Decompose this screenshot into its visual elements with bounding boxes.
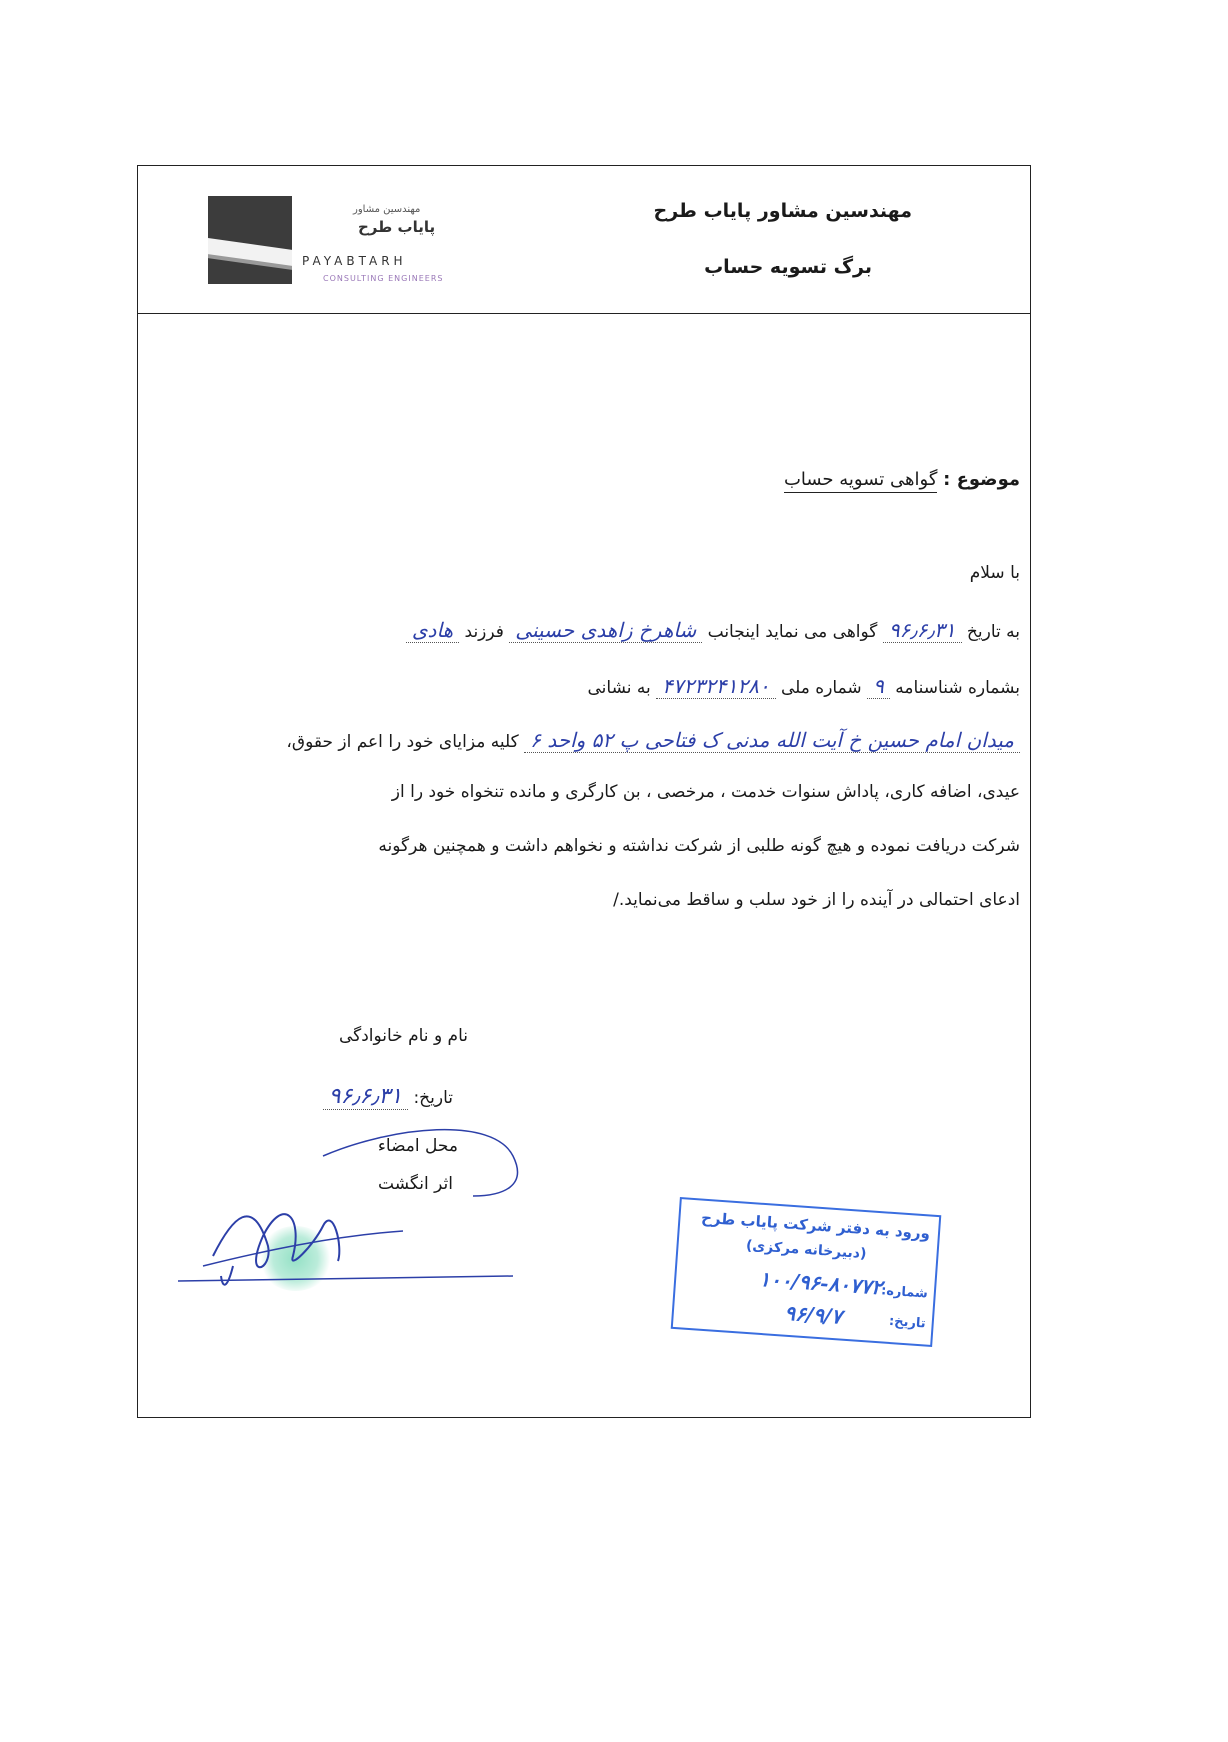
stamp-number-value: ۱۰۰/۹۶-۸۰۷۷۲ — [758, 1266, 883, 1300]
filled-id-number: ۹ — [867, 674, 890, 699]
line2-prefix: بشماره شناسنامه — [895, 678, 1020, 698]
document-header — [138, 166, 1030, 314]
letter-line-3 — [180, 728, 1020, 752]
name-label: نام و نام خانوادگی — [338, 1026, 468, 1046]
date-label: تاریخ: — [413, 1088, 453, 1108]
subject-value: گواهی تسویه حساب — [784, 469, 937, 493]
company-name: مهندسین مشاور پایاب طرح — [653, 200, 912, 222]
greeting: با سلام — [969, 563, 1020, 583]
line1-child-of: فرزند — [464, 622, 504, 642]
line2-mid: شماره ملی — [780, 678, 862, 698]
subject-label: موضوع : — [943, 469, 1020, 490]
sign-place-label: محل امضاء — [377, 1136, 458, 1156]
logo-fa-small: مهندسین مشاور — [353, 204, 421, 215]
office-entry-stamp — [671, 1197, 942, 1347]
fingerprint-label: اثر انگشت — [378, 1174, 453, 1194]
logo-fa-name: پایاب طرح — [358, 218, 436, 236]
stamp-title: ورود به دفتر شرکت پایاب طرح — [700, 1208, 931, 1243]
signature-date-row — [323, 1084, 453, 1109]
stamp-date-label: تاریخ: — [888, 1313, 927, 1332]
logo-mark-icon — [208, 196, 292, 284]
filled-father-name: هادی — [406, 618, 459, 643]
line1-prefix: به تاریخ — [966, 622, 1020, 642]
subject-line — [784, 469, 1020, 490]
letter-line-1 — [180, 618, 1020, 642]
stamp-subtitle: (دبیرخانه مرکزی) — [745, 1237, 867, 1263]
letter-line-2 — [180, 674, 1020, 698]
filled-date: ۹۶٫۶٫۳۱ — [883, 618, 962, 643]
company-logo — [208, 196, 478, 296]
stamp-date-value: ۹۶/۹/۷ — [783, 1300, 843, 1329]
logo-en-sub: CONSULTING ENGINEERS — [323, 274, 444, 283]
letter-line-4: عیدی، اضافه کاری، پاداش سنوات خدمت ، مرخصی ، بن کارگری و مانده تنخواه خود را از — [391, 782, 1020, 802]
line3-suffix: کلیه مزایای خود را اعم از حقوق، — [286, 732, 519, 752]
filled-national-id: ۴۷۲۳۲۴۱۲۸۰ — [656, 674, 775, 699]
signature-date-value: ۹۶٫۶٫۳۱ — [323, 1084, 408, 1110]
filled-address: میدان امام حسین خ آیت الله مدنی ک فتاحی پ ۵۲ واحد ۶ — [524, 728, 1020, 753]
letter-line-5: شرکت دریافت نموده و هیچ گونه طلبی از شرکت نداشته و نخواهم داشت و همچنین هرگونه — [378, 836, 1020, 856]
form-title: برگ تسویه حساب — [704, 256, 872, 278]
line2-suffix: به نشانی — [587, 678, 651, 698]
document-frame — [137, 165, 1031, 1418]
filled-full-name: شاهرخ زاهدی حسینی — [509, 618, 702, 643]
handwritten-signature — [173, 1096, 533, 1306]
line1-mid: گواهی می نماید اینجانب — [707, 622, 878, 642]
logo-en-name: PAYABTARH — [302, 254, 407, 268]
stamp-number-label: شماره: — [880, 1283, 929, 1302]
letter-line-6: ادعای احتمالی در آینده را از خود سلب و ساقط می‌نماید./ — [613, 890, 1020, 910]
